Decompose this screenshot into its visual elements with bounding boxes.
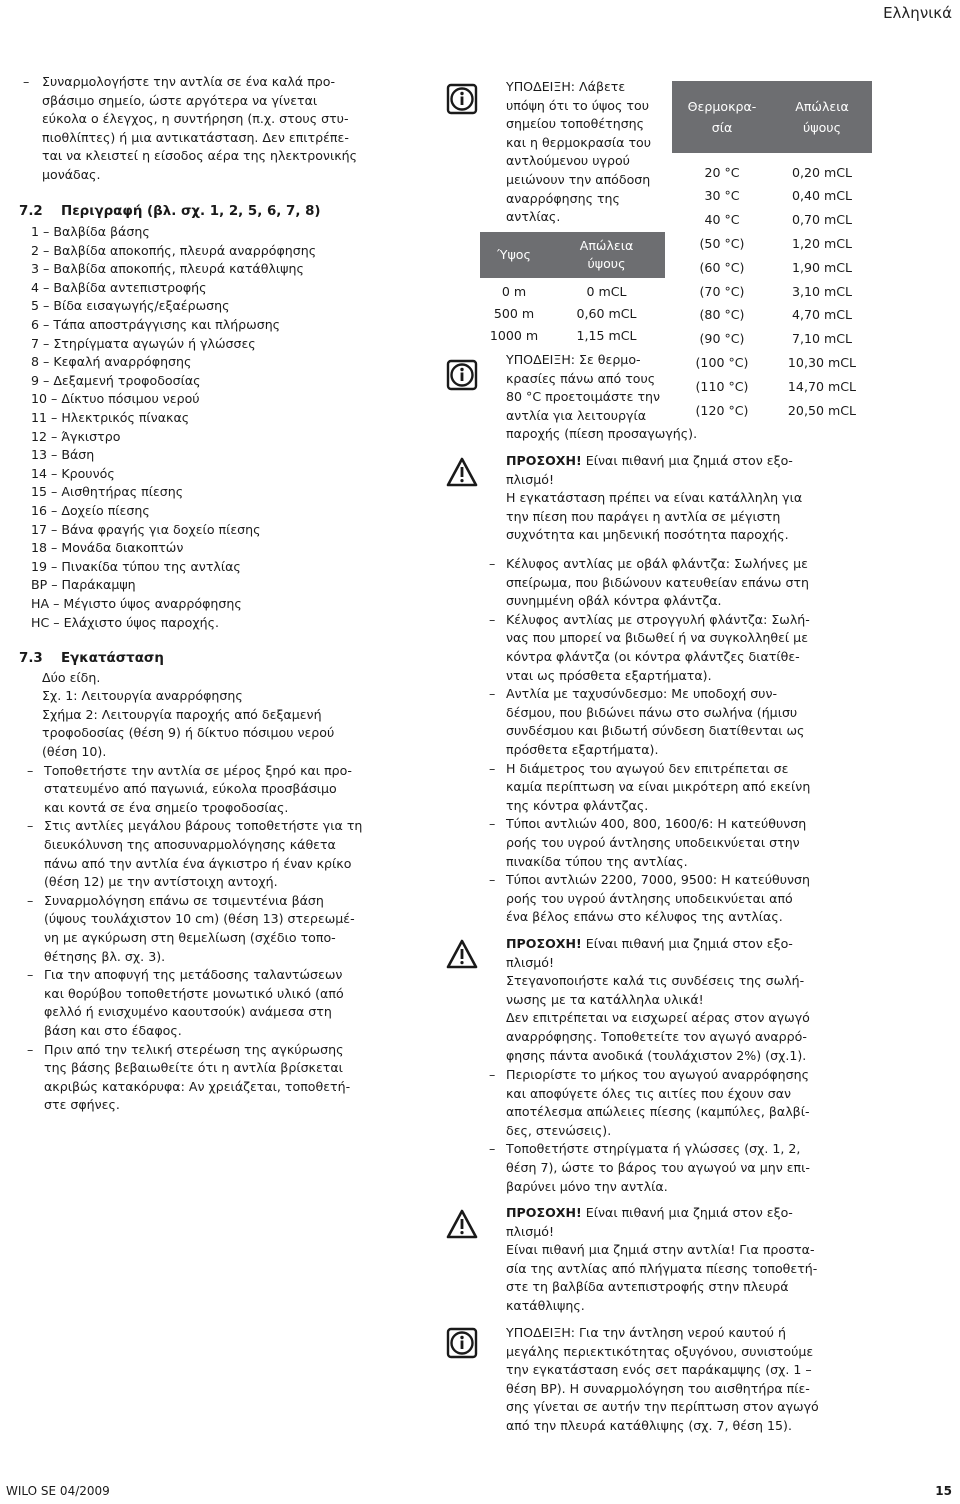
dash-mark: – — [27, 818, 34, 834]
header-cell-altitude: Ύψος — [497, 246, 531, 262]
note-bypass — [506, 1324, 819, 1436]
text-line: πλισμό! — [506, 954, 555, 970]
table-row — [672, 328, 872, 352]
cell-temperature: (70 °C) — [699, 283, 745, 299]
text-line: ΥΠΟΔΕΙΞΗ: Λάβετε — [506, 79, 626, 94]
header-cell-loss: Απώλεια ύψους — [795, 99, 849, 135]
text-line: παροχής (πίεση προσαγωγής). — [506, 426, 698, 442]
cell-temperature: (90 °C) — [699, 331, 745, 347]
cell-temperature: 40 °C — [704, 212, 740, 228]
text-line: Συναρμολογήστε την αντλία σε ένα καλά προ- — [42, 74, 336, 89]
legend-item: HC – Ελάχιστο ύψος παροχής. — [31, 614, 220, 630]
cell-altitude: 500 m — [493, 305, 535, 321]
bullet-item — [489, 685, 810, 759]
text-line: ροής του υγρού άντλησης υποδεικνύεται στην — [506, 834, 800, 850]
text-line: θέτησης βλ. σχ. 3). — [44, 948, 166, 964]
dash-mark: – — [489, 1141, 496, 1157]
caution-text: Είναι πιθανή μια ζημιά στον εξο- — [581, 1205, 793, 1220]
caution-block-3 — [506, 1204, 817, 1316]
install-text — [42, 669, 423, 762]
text-line: και κοντά σε ένα σημείο τροφοδοσίας. — [44, 799, 289, 815]
text-line: στε σφήνες. — [44, 1097, 120, 1113]
text-line: πινακίδα τύπου της αντλίας. — [506, 853, 688, 869]
legend-item: 2 – Βαλβίδα αποκοπής, πλευρά αναρρόφησης — [31, 242, 317, 258]
text-line: βάση και στο έδαφος. — [44, 1022, 182, 1038]
text-line: Σχ. 1: Λειτουργία αναρρόφησης — [42, 688, 243, 704]
text-line: μεγάλης περιεκτικότητας οξυγόνου, συνιστούμε — [506, 1343, 814, 1359]
bullet-item — [27, 1041, 423, 1115]
text-line — [506, 1204, 817, 1223]
text-line: θέση 7), ώστε το βάρος του αγωγού να μην επι- — [506, 1159, 810, 1175]
text-line: υπόψη ότι το ύψος του — [506, 97, 649, 113]
text-line: πιοθλίπτες) ή μια αντικατάσταση. Δεν επιτρέπε- — [42, 129, 349, 145]
dash-mark: – — [489, 816, 496, 832]
text-line: αντλούμενου υγρού — [506, 153, 630, 169]
cell-loss: 0,20 mCL — [791, 164, 853, 180]
cell-temperature: (120 °C) — [695, 402, 749, 418]
text-line: Η εγκατάσταση πρέπει να είναι κατάλληλη για — [506, 490, 803, 506]
header-cell-temperature: Θερμοκρα- σία — [687, 99, 757, 135]
text-line: (ύψους τουλάχιστον 10 cm) (θέση 13) στερεωμέ- — [44, 911, 355, 927]
text-line: διευκόλυνση της αποσυναρμολόγησης κάθετα — [44, 836, 336, 852]
text-line: Δεν επιτρέπεται να εισχωρεί αέρας στον αγωγό — [506, 1010, 810, 1026]
text-line: νη με αγκύρωση στη θεμελίωση (σχέδιο τοπο- — [44, 929, 336, 945]
bullet-item — [489, 871, 810, 927]
text-line: 80 °C προετοιμάστε την — [506, 389, 661, 405]
text-line: Συναρμολόγηση επάνω σε τσιμεντένια βάση — [44, 892, 324, 908]
cell-loss: 3,10 mCL — [791, 283, 853, 299]
text-line: Τύποι αντλιών 400, 800, 1600/6: Η κατεύθυνση — [506, 816, 807, 832]
dash-mark: – — [489, 686, 496, 702]
text-line: κατάθλιψης. — [506, 1297, 585, 1313]
section-heading-7-3 — [19, 650, 423, 669]
legend-item: 6 – Τάπα αποστράγγισης και πλήρωσης — [31, 317, 281, 333]
warning-icon — [446, 456, 478, 488]
cell-loss: 0,70 mCL — [791, 212, 853, 228]
bullet-item — [489, 760, 810, 816]
dash-mark: – — [489, 1067, 496, 1082]
cell-temperature: 30 °C — [704, 188, 740, 204]
text-line: σης γίνεται σε αυτήν την περίπτωση στον αγωγό — [506, 1399, 819, 1415]
dash-mark: – — [27, 967, 34, 983]
legend-item: 11 – Ηλεκτρικός πίνακας — [31, 410, 190, 425]
text-line: πάνω από την αντλία ένα άγκιστρο ή έναν κρίκο — [44, 855, 352, 871]
text-line: νωσης με τα κατάλληλα υλικά! — [506, 991, 704, 1007]
text-line: δέσμου, που βιδώνει πάνω στο σωλήνα (ήμισυ — [506, 704, 798, 720]
cell-temperature: (60 °C) — [699, 259, 745, 275]
section-title: Εγκατάσταση — [61, 651, 164, 667]
table-row — [672, 161, 872, 185]
cell-loss: 0,40 mCL — [791, 188, 853, 204]
cell-altitude: 0 m — [501, 283, 527, 299]
text-line: ροής του υγρού άντλησης υποδεικνύεται από — [506, 890, 793, 906]
bullet-item — [489, 1066, 810, 1140]
text-line: πλισμό! — [506, 471, 555, 487]
text-line: ται να κλειστεί η είσοδος αέρα της ηλεκτρονικής — [42, 148, 358, 164]
legend-item: 18 – Μονάδα διακοπτών — [31, 540, 184, 556]
text-line: δες, στενώσεις). — [506, 1122, 612, 1138]
dash-mark: – — [489, 556, 496, 571]
cell-loss: 20,50 mCL — [787, 402, 857, 418]
table-row — [672, 209, 872, 233]
legend-item: HA – Μέγιστο ύψος αναρρόφησης — [31, 595, 242, 611]
dash-mark: – — [23, 74, 30, 89]
legend-item: 1 – Βαλβίδα βάσης — [31, 224, 150, 240]
text-line: ΥΠΟΔΕΙΞΗ: Για την άντληση νερού καυτού ή — [506, 1325, 786, 1340]
legend-item: 5 – Βίδα εισαγωγής/εξαέρωσης — [31, 298, 230, 314]
temperature-table-header — [672, 81, 872, 153]
text-line: Στεγανοποιήστε καλά τις συνδέσεις της σωλή- — [506, 973, 805, 989]
text-line: αποτέλεσμα απώλειες πίεσης (καμπύλες, βαλβί- — [506, 1104, 810, 1120]
text-line: και η θερμοκρασία του — [506, 134, 652, 150]
text-line: Περιορίστε το μήκος του αγωγού αναρρόφησης — [506, 1067, 809, 1082]
legend-item: 7 – Στηρίγματα αγωγών ή γλώσσες — [31, 335, 256, 351]
text-line: Πριν από την τελική στερέωση της αγκύρωσης — [44, 1041, 344, 1057]
caution-text: Είναι πιθανή μια ζημιά στον εξο- — [581, 936, 793, 951]
text-line: συχνότητα και μηδενική ποσότητα παροχής. — [506, 527, 789, 543]
table-row — [672, 375, 872, 399]
altitude-table-header — [480, 232, 665, 278]
dash-mark: – — [489, 760, 496, 776]
cell-temperature: (50 °C) — [699, 236, 745, 252]
text-line: Κέλυφος αντλίας με στρογγυλή φλάντζα: Σωλή- — [506, 611, 810, 627]
text-line: πλισμό! — [506, 1223, 555, 1239]
table-row — [672, 304, 872, 328]
info-icon — [446, 359, 478, 391]
text-line: Δύο είδη. — [42, 669, 101, 685]
text-line: μονάδας. — [42, 166, 101, 182]
text-line: φησης πάντα ανοδικά (τουλάχιστον 2%) (σχ.1). — [506, 1047, 807, 1063]
legend-item: 19 – Πινακίδα τύπου της αντλίας — [31, 558, 241, 574]
text-line: στε τη βαλβίδα αντεπιστροφής στην πλευρά — [506, 1279, 789, 1295]
bullet-item — [27, 762, 423, 818]
table-row — [480, 303, 665, 325]
bullet-item — [489, 815, 810, 871]
text-line: (θέση 10). — [42, 744, 107, 759]
text-line: Η διάμετρος του αγωγού δεν επιτρέπεται σε — [506, 760, 789, 776]
legend-item: 9 – Δεξαμενή τροφοδοσίας — [31, 372, 201, 388]
text-line: νται ως πρόσθετα εξαρτήματα). — [506, 667, 712, 683]
section-heading-7-2 — [19, 203, 423, 222]
cell-loss: 4,70 mCL — [791, 307, 853, 323]
text-line: (θέση 12) με την αντίστοιχη αντοχή. — [44, 874, 278, 890]
table-row — [480, 325, 665, 347]
bullet-item — [489, 611, 810, 685]
text-line — [506, 935, 810, 954]
info-icon — [446, 1327, 478, 1359]
text-line: της κόντρα φλάντζας. — [506, 797, 649, 813]
section-number: 7.3 — [19, 651, 43, 667]
caution-label: ΠΡΟΣΟΧΗ! — [506, 453, 582, 468]
dash-mark: – — [27, 892, 34, 908]
legend-item: 17 – Βάνα φραγής για δοχείο πίεσης — [31, 521, 261, 537]
altitude-table — [480, 232, 665, 347]
bullet-item — [27, 817, 423, 891]
bullet-item — [27, 966, 423, 1040]
page-number: 15 — [935, 1483, 952, 1498]
cell-temperature: 20 °C — [704, 164, 740, 180]
cell-temperature: (110 °C) — [695, 378, 749, 394]
dash-mark: – — [489, 872, 496, 888]
table-row — [672, 185, 872, 209]
intro-bullet — [23, 73, 423, 185]
text-line: της βάσης βεβαιωθείτε ότι η αντλία βρίσκεται — [44, 1060, 343, 1076]
text-line: ΥΠΟΔΕΙΞΗ: Σε θερμο- — [506, 352, 641, 367]
legend-item: 3 – Βαλβίδα αποκοπής, πλευρά κατάθλιψης — [31, 261, 304, 277]
legend-item: 16 – Δοχείο πίεσης — [31, 502, 150, 518]
text-line: Αντλία με ταχυσύνδεσμο: Με υποδοχή συν- — [506, 686, 778, 702]
warning-icon — [446, 1208, 478, 1240]
text-line: συνημμένη οβάλ κόντρα φλάντζα. — [506, 593, 722, 609]
header-cell-loss: Απώλεια ύψους — [579, 238, 634, 271]
bullet-item — [489, 1140, 810, 1196]
legend-item: 13 – Βάση — [31, 447, 95, 463]
table-row — [672, 256, 872, 280]
legend-item: 14 – Κρουνός — [31, 465, 115, 481]
cell-altitude: 1000 m — [489, 327, 539, 343]
cell-loss: 14,70 mCL — [787, 378, 857, 394]
text-line: αναρρόφησης της — [506, 190, 620, 206]
caution-block-2 — [506, 935, 810, 1065]
dash-mark: – — [27, 762, 34, 778]
cell-loss: 1,15 mCL — [576, 327, 637, 343]
text-line: Τοποθετήστε στηρίγματα ή γλώσσες (σχ. 1, 2, — [506, 1141, 801, 1157]
text-line: καμία περίπτωση να είναι μικρότερη από εκείνη — [506, 779, 811, 795]
text-line: Κέλυφος αντλίας με οβάλ φλάντζα: Σωλήνες με — [506, 556, 808, 571]
bullet-item — [489, 555, 810, 611]
text-line: σβάσιμο σημείο, ώστε αργότερα να γίνεται — [42, 92, 318, 108]
text-line: μειώνουν την απόδοση — [506, 171, 651, 187]
legend-item: BP – Παράκαμψη — [31, 577, 136, 593]
text-line: κόντρα φλάντζα (οι κόντρα φλάντζες διατίθε- — [506, 648, 800, 664]
cell-temperature: (100 °C) — [695, 355, 749, 371]
info-icon — [446, 83, 478, 115]
text-line: αναρρόφησης. Τοποθετείτε τον αγωγό αναρρό- — [506, 1028, 807, 1044]
text-line: Τοποθετήστε την αντλία σε μέρος ξηρό και προ- — [44, 762, 352, 778]
text-line: κρασίες πάνω από τους — [506, 370, 656, 386]
bullet-item — [27, 892, 423, 966]
cell-loss: 7,10 mCL — [791, 331, 853, 347]
altitude-table-body — [480, 281, 665, 347]
temperature-table — [672, 81, 872, 423]
text-line: αντλίας. — [506, 209, 561, 225]
cell-loss: 1,20 mCL — [791, 236, 853, 252]
cell-loss: 0 mCL — [586, 283, 627, 299]
section-number: 7.2 — [19, 203, 43, 219]
text-line: νας που μπορεί να βιδωθεί ή να συγκολληθεί με — [506, 630, 808, 646]
text-line: φελλό ή ενισχυμένο καουτσούκ) ανάμεσα στη — [44, 1004, 332, 1020]
text-line: πρόσθετα εξαρτήματα). — [506, 741, 659, 757]
install-bullets — [27, 762, 423, 1115]
table-row — [480, 281, 665, 303]
text-line: Στις αντλίες μεγάλου βάρους τοποθετήστε για τη — [44, 818, 363, 834]
language-label: Ελληνικά — [883, 4, 952, 22]
table-row — [672, 351, 872, 375]
dash-mark: – — [27, 1041, 34, 1057]
text-line: εύκολα ο έλεγχος, η συντήρηση (π.χ. στους στυ- — [42, 111, 349, 127]
text-line: συνδέσμου και βιδωτή σύνδεση διατίθενται ως — [506, 723, 805, 739]
cell-loss: 1,90 mCL — [791, 259, 853, 275]
legend-item: 8 – Κεφαλή αναρρόφησης — [31, 354, 192, 370]
legend-item: 12 – Άγκιστρο — [31, 428, 121, 444]
text-line: θέση BP). Η συναρμολόγηση του αισθητήρα πίε- — [506, 1380, 810, 1396]
cell-temperature: (80 °C) — [699, 307, 745, 323]
text-line: τροφοδοσίας (θέση 9) ή δίκτυο πόσιμου νερού — [42, 725, 335, 741]
table-row — [672, 280, 872, 304]
text-line: σπείρωμα, που βιδώνουν κατευθείαν επάνω στη — [506, 574, 810, 590]
text-line: την εγκατάσταση ενός σετ παράκαμψης (σχ. 1 – — [506, 1362, 812, 1378]
left-column — [19, 73, 423, 1115]
caution-block-1 — [506, 452, 802, 545]
text-line: Τύποι αντλιών 2200, 7000, 9500: Η κατεύθυνση — [506, 872, 811, 888]
caution-label: ΠΡΟΣΟΧΗ! — [506, 1205, 582, 1220]
text-line: Για την αποφυγή της μετάδοσης ταλαντώσεων — [44, 967, 343, 983]
warning-icon — [446, 938, 478, 970]
text-line: και θορύβου τοποθετήστε μονωτικό υλικό (από — [44, 985, 344, 1001]
caution-label: ΠΡΟΣΟΧΗ! — [506, 936, 582, 951]
section-title: Περιγραφή (βλ. σχ. 1, 2, 5, 6, 7, 8) — [61, 203, 321, 219]
text-line: ένα βέλος επάνω στο κέλυφος της αντλίας. — [506, 909, 783, 925]
caution-text: Είναι πιθανή μια ζημιά στον εξο- — [581, 453, 793, 468]
legend-item: 15 – Αισθητήρας πίεσης — [31, 484, 184, 500]
dash-mark: – — [489, 611, 496, 627]
text-line: σημείου τοποθέτησης — [506, 116, 645, 132]
legend-item: 10 – Δίκτυο πόσιμου νερού — [31, 391, 200, 407]
text-line: Είναι πιθανή μια ζημιά στην αντλία! Για προστα- — [506, 1242, 815, 1258]
right-bullets — [489, 555, 810, 927]
text-line: βαρύνει μόνο την αντλία. — [506, 1178, 668, 1194]
text-line: σία της αντλίας από πλήγματα πίεσης τοποθετή- — [506, 1260, 818, 1276]
text-line: αντλία για λειτουργία — [506, 407, 647, 423]
text-line: από την πλευρά κατάθλιψης (σχ. 7, θέση 15). — [506, 1417, 792, 1433]
text-line: ακριβώς κατακόρυφα: Αν χρειάζεται, τοποθετή- — [44, 1078, 351, 1094]
text-line: Σχήμα 2: Λειτουργία παροχής από δεξαμενή — [42, 706, 322, 722]
temperature-table-body — [672, 161, 872, 423]
table-row — [672, 232, 872, 256]
right-bullets-2 — [489, 1066, 810, 1196]
legend-item: 4 – Βαλβίδα αντεπιστροφής — [31, 279, 207, 295]
text-line: και αποφύγετε όλες τις αιτίες που έχουν σαν — [506, 1085, 792, 1101]
footer-publisher: WILO SE 04/2009 — [6, 1483, 110, 1498]
text-line — [506, 452, 802, 471]
table-row — [672, 399, 872, 423]
cell-loss: 10,30 mCL — [787, 355, 857, 371]
text-line: την πίεση που παράγει η αντλία σε μέγιστη — [506, 508, 781, 524]
cell-loss: 0,60 mCL — [576, 305, 637, 321]
legend-list — [31, 223, 423, 632]
note-temperature — [506, 351, 697, 444]
note-altitude — [506, 78, 651, 227]
text-line: στατευμένο από παγωνιά, εύκολα προσβάσιμο — [44, 781, 337, 797]
